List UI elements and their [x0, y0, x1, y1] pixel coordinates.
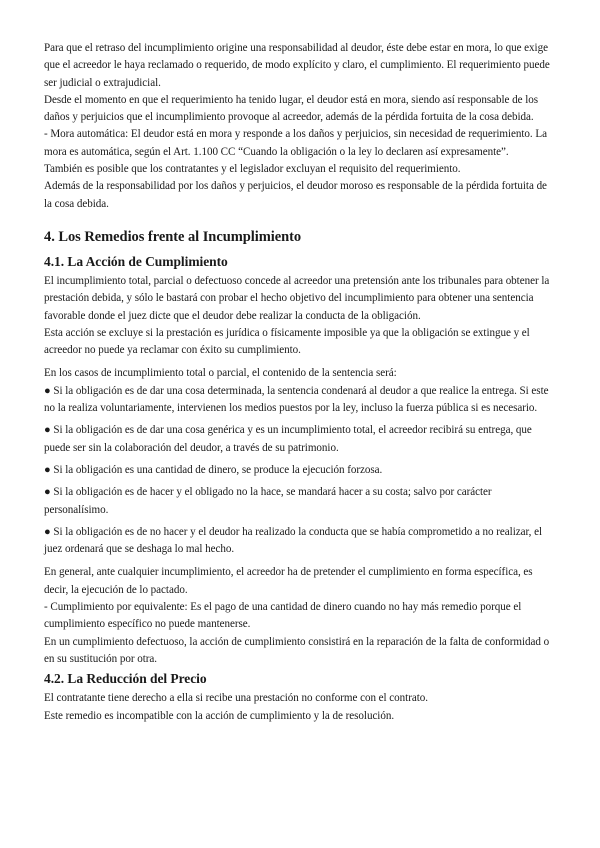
bullet-cosa-determinada: ● Si la obligación es de dar una cosa determinada, la sentencia condenará al deudor a que realice la entrega. Si este no la realiza voluntariamente, intervienen los medios puestos por la ley, incluso la fuerza pública si es necesario.: [44, 384, 549, 415]
paragraph-reduccion-derecho: El contratante tiene derecho a ella si recibe una prestación no conforme con el contrato.: [44, 692, 428, 705]
paragraph-reduccion-incompatible: Este remedio es incompatible con la acción de cumplimiento y la de resolución.: [44, 709, 395, 722]
document-page: [44, 40, 556, 725]
paragraph-mora-efectos: Desde el momento en que el requerimiento ha tenido lugar, el deudor está en mora, siendo así responsable de los daños y perjuicios que el incumplimiento provoque al acreedor, además de la pérdida fortuita de la cosa debida.: [44, 93, 538, 124]
paragraph-exclusion-accion: Esta acción se excluye si la prestación es jurídica o físicamente imposible ya que la obligación se extingue y el acreedor no puede ya reclamar con éxito su cumplimiento.: [44, 326, 530, 357]
paragraph-exclusion-requerimiento: También es posible que los contratantes y el legislador excluyan el requisito del requerimiento.: [44, 163, 461, 176]
bullet-obligacion-no-hacer: ● Si la obligación es de no hacer y el deudor ha realizado la conducta que se había comprometido a no realizar, el juez ordenará que se deshaga lo mal hecho.: [44, 525, 543, 556]
paragraph-cumplimiento-equivalente: - Cumplimiento por equivalente: Es el pago de una cantidad de dinero cuando no hay más remedio porque el cumplimiento específico no puede mantenerse.: [44, 601, 522, 631]
paragraph-forma-especifica: En general, ante cualquier incumplimiento, el acreedor ha de pretender el cumplimiento en forma específica, es decir, la ejecución de lo pactado.: [44, 566, 533, 596]
bullet-cosa-generica: ● Si la obligación es de dar una cosa genérica y es un incumplimiento total, el acreedor recibirá su entrega, que puede ser sin la colaboración del deudor, a través de su patrimonio.: [44, 424, 532, 454]
paragraph-contenido-sentencia: En los casos de incumplimiento total o parcial, el contenido de la sentencia será:: [44, 367, 397, 380]
section-heading-remedios: 4. Los Remedios frente al Incumplimiento: [44, 228, 302, 245]
subsection-heading-reduccion-precio: 4.2. La Reducción del Precio: [44, 671, 207, 687]
bullet-obligacion-hacer: ● Si la obligación es de hacer y el obligado no la hace, se mandará hacer a su costa; salvo por carácter personalísimo.: [44, 486, 492, 516]
bullet-cantidad-dinero: ● Si la obligación es una cantidad de dinero, se produce la ejecución forzosa.: [44, 463, 383, 476]
subsection-heading-accion-cumplimiento: 4.1. La Acción de Cumplimiento: [44, 253, 228, 269]
paragraph-mora-requerimiento: Para que el retraso del incumplimiento origine una responsabilidad al deudor, éste debe estar en mora, lo que exige que el acreedor le haya reclamado o requerido, de modo explícito y claro, el cumplimiento. El requerimiento puede ser judicial o extrajudicial.: [44, 42, 550, 89]
paragraph-deudor-moroso: Además de la responsabilidad por los daños y perjuicios, el deudor moroso es responsable de la pérdida fortuita de la cosa debida.: [44, 180, 547, 210]
paragraph-incumplimiento-pretension: El incumplimiento total, parcial o defectuoso concede al acreedor una pretensión ante los tribunales para obtener la prestación debida, y sólo le bastará con probar el hecho objetivo del incumplimiento para obtener una sentencia favorable donde el juez dicte que el deudor debe realizar la conducta de la obligación.: [44, 274, 550, 322]
paragraph-cumplimiento-defectuoso: En un cumplimiento defectuoso, la acción de cumplimiento consistirá en la reparación de la falta de conformidad o en su sustitución por otra.: [44, 635, 550, 665]
paragraph-mora-automatica: - Mora automática: El deudor está en mora y responde a los daños y perjuicios, sin necesidad de requerimiento. La mora es automática, según el Art. 1.100 CC “Cuando la obligación o la ley lo declaren así expresamente”.: [44, 128, 547, 158]
